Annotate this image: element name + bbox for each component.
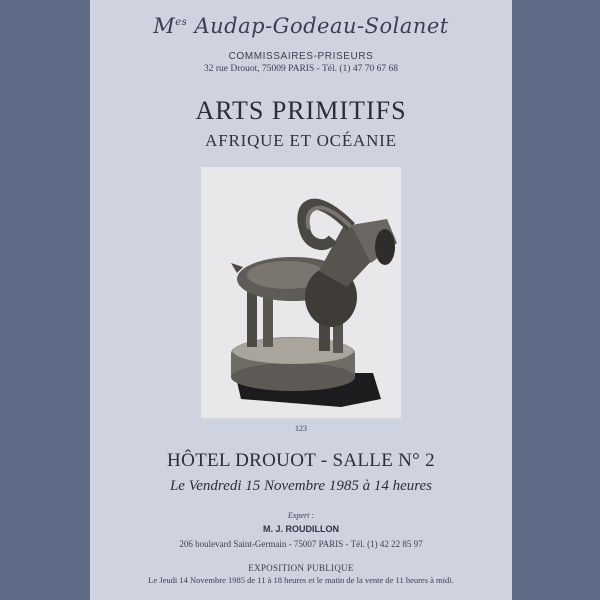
ram-sculpture-image bbox=[201, 167, 401, 418]
exposition-title: EXPOSITION PUBLIQUE bbox=[248, 563, 354, 573]
firm-prefix-superscript: es bbox=[175, 17, 188, 28]
expert-address: 206 boulevard Saint-Germain - 75007 PARIS - Tél. (1) 42 22 85 97 bbox=[179, 539, 423, 549]
expert-name: M. J. ROUDILLON bbox=[263, 524, 339, 534]
auctioneer-name bbox=[90, 14, 512, 38]
catalogue-cover bbox=[90, 0, 512, 600]
firm-prefix: M bbox=[153, 14, 176, 38]
catalogue-title: ARTS PRIMITIFS bbox=[195, 96, 407, 125]
exposition-hours: Le Jeudi 14 Novembre 1985 de 11 à 18 heures et le matin de la vente de 11 heures à midi. bbox=[148, 575, 454, 585]
firm-address: 32 rue Drouot, 75009 PARIS - Tél. (1) 47 70 67 68 bbox=[204, 64, 398, 74]
expert-label: Expert : bbox=[288, 511, 314, 520]
firm-name: Audap-Godeau-Solanet bbox=[187, 14, 449, 38]
firm-subtitle: COMMISSAIRES-PRISEURS bbox=[228, 51, 374, 62]
lot-number: 123 bbox=[295, 424, 307, 433]
sculpture-photo bbox=[201, 167, 401, 418]
sale-date: Le Vendredi 15 Novembre 1985 à 14 heures bbox=[169, 478, 433, 494]
catalogue-subtitle: AFRIQUE ET OCÉANIE bbox=[205, 131, 397, 150]
sale-venue: HÔTEL DROUOT - SALLE N° 2 bbox=[167, 450, 435, 471]
